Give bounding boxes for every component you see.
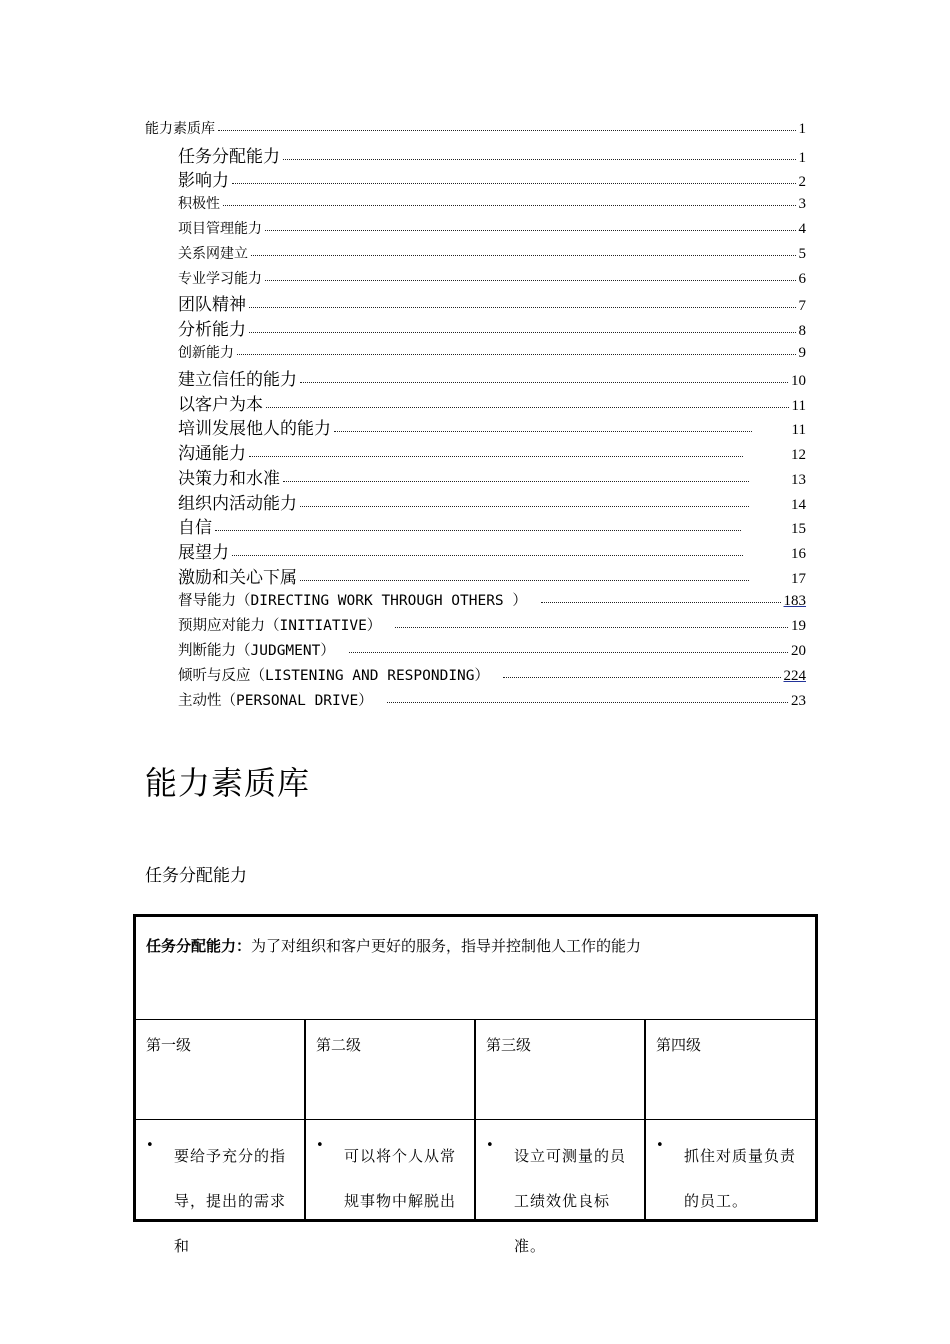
toc-entry-title: 培训发展他人的能力 (178, 419, 331, 439)
toc-leader-dots (215, 530, 741, 531)
level-description: 设立可测量的员工绩效优良标准。 (514, 1147, 627, 1255)
bullet-icon: • (146, 1138, 154, 1153)
toc-entry[interactable] (178, 513, 806, 538)
toc-leader-dots (334, 431, 752, 432)
level-description: 要给予充分的指导，提出的需求和 (174, 1147, 287, 1255)
level-description-row (136, 1120, 815, 1255)
toc-entry-page: 3 (798, 196, 806, 212)
toc-entry-title: 展望力 (178, 543, 229, 563)
toc-entry-title: 项目管理能力 (178, 221, 262, 237)
toc-entry-title: 创新能力 (178, 345, 234, 361)
toc-entry-page: 183 (783, 593, 806, 609)
toc-entry-title: 决策力和水准 (178, 469, 280, 489)
toc-entry-title: 主动性（PERSONAL DRIVE） (178, 693, 373, 709)
toc-entry-page: 6 (798, 271, 806, 287)
toc-leader-dots (283, 159, 796, 160)
toc-leader-dots (283, 481, 749, 482)
toc-entry-title: 团队精神 (178, 295, 246, 315)
toc-entry[interactable] (178, 193, 806, 213)
toc-entry[interactable] (178, 414, 806, 439)
toc-entry[interactable] (178, 589, 806, 610)
toc-entry-title: 积极性 (178, 196, 220, 212)
toc-entry-page: 4 (798, 221, 806, 237)
level-description-cell (306, 1120, 476, 1219)
level-description-cell (136, 1120, 306, 1255)
toc-entry[interactable] (178, 538, 806, 563)
level-description: 可以将个人从常规事物中解脱出 (344, 1147, 457, 1210)
toc-entry-title: 督导能力（DIRECTING WORK THROUGH OTHERS ） (178, 593, 527, 609)
level-description-cell (476, 1120, 646, 1255)
toc-entry-page: 20 (791, 643, 806, 659)
toc-leader-dots (300, 580, 749, 581)
toc-entry[interactable] (178, 365, 806, 390)
toc-leader-dots (503, 677, 780, 678)
toc-entry[interactable] (178, 342, 806, 362)
toc-entry-page: 15 (791, 521, 806, 537)
toc-entry-title: 专业学习能力 (178, 271, 262, 287)
toc-leader-dots (265, 280, 796, 281)
toc-leader-dots (223, 205, 796, 206)
toc-leader-dots (300, 506, 749, 507)
level-header-cell (646, 1020, 815, 1119)
toc-entry-page: 9 (798, 345, 806, 361)
toc-entry[interactable] (178, 563, 806, 588)
toc-entry-page: 23 (791, 693, 806, 709)
competency-definition: 为了对组织和客户更好的服务，指导并控制他人工作的能力 (251, 937, 642, 955)
toc-entry-page: 224 (783, 668, 806, 684)
toc-entry[interactable] (178, 390, 806, 415)
toc-entry-page: 1 (798, 150, 806, 166)
toc-entry[interactable] (178, 218, 806, 238)
toc-entry[interactable] (178, 639, 806, 660)
level-description: 抓住对质量负责的员工。 (684, 1147, 797, 1210)
toc-entry-page: 11 (791, 398, 806, 414)
toc-leader-dots (266, 407, 789, 408)
toc-entry[interactable] (178, 464, 806, 489)
toc-entry[interactable] (178, 142, 806, 167)
level-label: 第三级 (486, 1036, 532, 1054)
toc-entry[interactable] (145, 118, 806, 138)
toc-entry-title: 分析能力 (178, 320, 246, 340)
competency-table (133, 914, 818, 1255)
bullet-icon: • (316, 1138, 324, 1153)
toc-entry-page: 13 (791, 472, 806, 488)
toc-entry-title: 组织内活动能力 (178, 494, 297, 514)
toc-entry-page: 16 (791, 546, 806, 562)
toc-entry[interactable] (178, 489, 806, 514)
level-description-cell (646, 1120, 815, 1219)
toc-entry[interactable] (178, 439, 806, 464)
toc-entry-title: 预期应对能力（INITIATIVE） (178, 618, 382, 634)
bullet-icon: • (486, 1138, 494, 1153)
toc-entry-page: 11 (791, 422, 806, 438)
toc-entry-page: 19 (791, 618, 806, 634)
level-label: 第一级 (146, 1036, 192, 1054)
toc-leader-dots (249, 456, 743, 457)
toc-leader-dots (387, 702, 788, 703)
toc-entry-page: 5 (798, 246, 806, 262)
bullet-icon: • (656, 1138, 664, 1153)
toc-entry[interactable] (178, 664, 806, 685)
toc-leader-dots (232, 183, 796, 184)
toc-entry-title: 倾听与反应（LISTENING AND RESPONDING） (178, 668, 490, 684)
toc-leader-dots (249, 307, 796, 308)
toc-leader-dots (232, 555, 743, 556)
toc-leader-dots (237, 354, 796, 355)
toc-entry-page: 1 (798, 121, 806, 137)
toc-entry[interactable] (178, 689, 806, 710)
section-heading: 能力素质库 (145, 764, 311, 802)
toc-leader-dots (541, 602, 781, 603)
level-label: 第四级 (656, 1036, 702, 1054)
toc-leader-dots (218, 130, 796, 131)
toc-entry[interactable] (178, 166, 806, 191)
toc-entry-page: 2 (798, 174, 806, 190)
toc-entry-title: 沟通能力 (178, 444, 246, 464)
level-header-cell (306, 1020, 476, 1119)
toc-entry[interactable] (178, 290, 806, 315)
toc-entry-title: 以客户为本 (178, 395, 263, 415)
toc-leader-dots (265, 230, 796, 231)
toc-leader-dots (249, 332, 796, 333)
toc-leader-dots (300, 382, 788, 383)
toc-leader-dots (251, 255, 796, 256)
toc-entry-title: 关系网建立 (178, 246, 248, 262)
toc-leader-dots (395, 627, 788, 628)
subsection-heading: 任务分配能力 (145, 866, 247, 886)
level-header-row (136, 1020, 815, 1120)
toc-entry[interactable] (178, 315, 806, 340)
toc-entry-title: 判断能力（JUDGMENT） (178, 643, 335, 659)
level-label: 第二级 (316, 1036, 362, 1054)
toc-entry-page: 7 (798, 298, 806, 314)
toc-entry-title: 自信 (178, 518, 212, 538)
toc-entry-title: 建立信任的能力 (178, 370, 297, 390)
definition-cell (136, 917, 815, 1020)
toc-entry-title: 任务分配能力 (178, 147, 280, 167)
toc-entry-title: 影响力 (178, 171, 229, 191)
competency-name: 任务分配能力： (146, 937, 252, 955)
toc-entry-page: 12 (791, 447, 806, 463)
toc-entry-page: 14 (791, 497, 806, 513)
toc-leader-dots (349, 652, 788, 653)
toc-entry-title: 能力素质库 (145, 121, 215, 137)
level-header-cell (136, 1020, 306, 1119)
toc-entry[interactable] (178, 243, 806, 263)
toc-entry[interactable] (178, 268, 806, 288)
toc-entry-page: 10 (791, 373, 806, 389)
toc-entry-title: 激励和关心下属 (178, 568, 297, 588)
toc-entry-page: 8 (798, 323, 806, 339)
toc-entry-page: 17 (791, 571, 806, 587)
toc-entry[interactable] (178, 614, 806, 635)
level-header-cell (476, 1020, 646, 1119)
